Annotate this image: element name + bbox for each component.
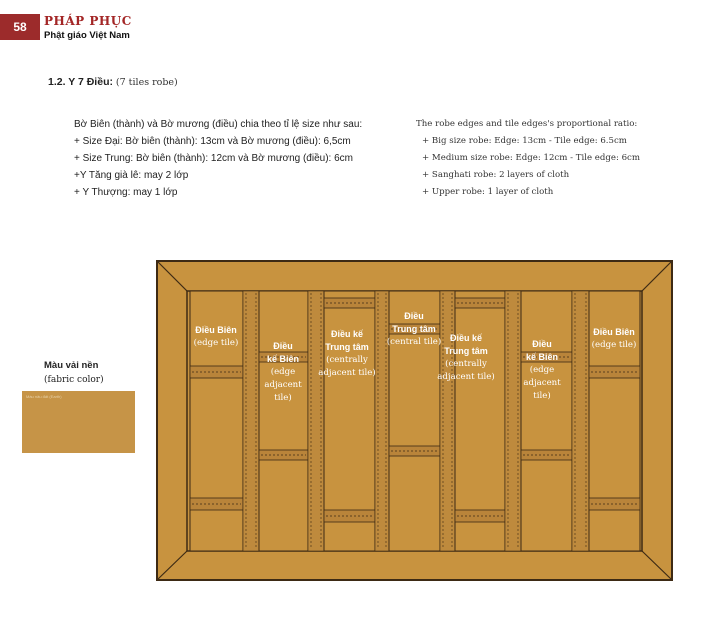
tile-label-en: adjacent tile) <box>437 372 495 382</box>
vietnamese-spec-list <box>74 116 362 201</box>
tile-label-vn: kế Biên <box>525 352 558 362</box>
en-item: + Big size robe: Edge: 13cm - Tile edge: 6.5cm <box>422 136 627 146</box>
robe-tile-label <box>592 326 637 352</box>
tile-label-en: (edge <box>270 367 296 377</box>
brand-subtitle: Phật giáo Việt Nam <box>44 30 130 41</box>
tile-gutter <box>440 291 455 551</box>
tile-label-vn: Điều Biên <box>195 325 237 335</box>
vi-item: + Y Thượng: may 1 lớp <box>74 187 178 198</box>
tile-label-en: (edge <box>529 365 555 375</box>
tile-label-en: adjacent <box>523 378 561 388</box>
section-heading-vn: 1.2. Y 7 Điều: <box>48 76 113 88</box>
section-heading-en: (7 tiles robe) <box>115 77 178 88</box>
tile-gutter <box>572 291 589 551</box>
fabric-color-swatch <box>22 391 135 453</box>
tile-column <box>259 291 308 551</box>
vi-intro: Bờ Biên (thành) và Bờ mương (điều) chia theo tỉ lệ size như sau: <box>74 119 363 130</box>
vi-item: +Y Tăng già lê: may 2 lớp <box>74 170 189 181</box>
section-heading <box>48 76 178 88</box>
tile-label-vn: Điều <box>273 341 293 351</box>
fabric-color-label <box>44 359 104 387</box>
robe-tile-label <box>318 328 375 380</box>
page-number: 58 <box>13 20 27 34</box>
en-item: + Upper robe: 1 layer of cloth <box>422 187 554 197</box>
tile-label-en: tile) <box>274 393 292 403</box>
robe-tile-label <box>194 324 239 350</box>
tile-label-en: adjacent <box>264 380 302 390</box>
tile-label-vn: Điều <box>532 339 552 349</box>
robe-tile-label <box>437 332 494 384</box>
tile-label-en: adjacent tile) <box>318 368 376 378</box>
tile-label-vn: Trung tâm <box>392 324 436 334</box>
robe-diagram <box>156 260 673 581</box>
brand-title: PHÁP PHỤC <box>44 14 132 28</box>
en-item: + Sanghati robe: 2 layers of cloth <box>422 170 570 180</box>
fabric-label-en: (fabric color) <box>44 375 104 385</box>
fabric-label-vn: Màu vải nền <box>44 360 99 371</box>
tile-label-vn: Điều Biên <box>593 327 635 337</box>
tile-label-vn: Trung tâm <box>325 342 369 352</box>
tile-label-vn: Điều kế <box>330 329 364 339</box>
english-spec-list <box>416 116 640 201</box>
tile-label-en: (edge tile) <box>193 338 239 348</box>
tile-label-en: (centrally <box>445 359 487 369</box>
tile-label-en: (centrally <box>326 355 368 365</box>
tile-gutter <box>505 291 521 551</box>
vi-item: + Size Trung: Bờ biên (thành): 12cm và Bờ mương (điều): 6cm <box>74 153 353 164</box>
tile-label-vn: Trung tâm <box>444 346 488 356</box>
page-number-badge <box>0 14 40 40</box>
tile-label-vn: Điều kế <box>449 333 483 343</box>
tile-gutter <box>243 291 259 551</box>
tile-label-en: tile) <box>533 391 551 401</box>
tile-label-en: (central tile) <box>386 337 442 347</box>
robe-tile-label <box>387 310 441 349</box>
tile-label-en: (edge tile) <box>591 340 637 350</box>
vi-item: + Size Đại: Bờ biên (thành): 13cm và Bờ mương (điều): 6,5cm <box>74 136 351 147</box>
en-item: + Medium size robe: Edge: 12cm - Tile edge: 6cm <box>422 153 641 163</box>
robe-tile-label <box>264 340 301 405</box>
swatch-caption: Màu nâu đất (Earth) <box>26 394 62 399</box>
robe-tile-label <box>523 338 560 403</box>
robe-drawing <box>156 260 673 581</box>
tile-label-vn: kế Biên <box>266 354 299 364</box>
en-intro: The robe edges and tile edges's proportional ratio: <box>416 119 638 129</box>
tile-label-vn: Điều <box>404 311 424 321</box>
tile-column <box>521 291 572 551</box>
